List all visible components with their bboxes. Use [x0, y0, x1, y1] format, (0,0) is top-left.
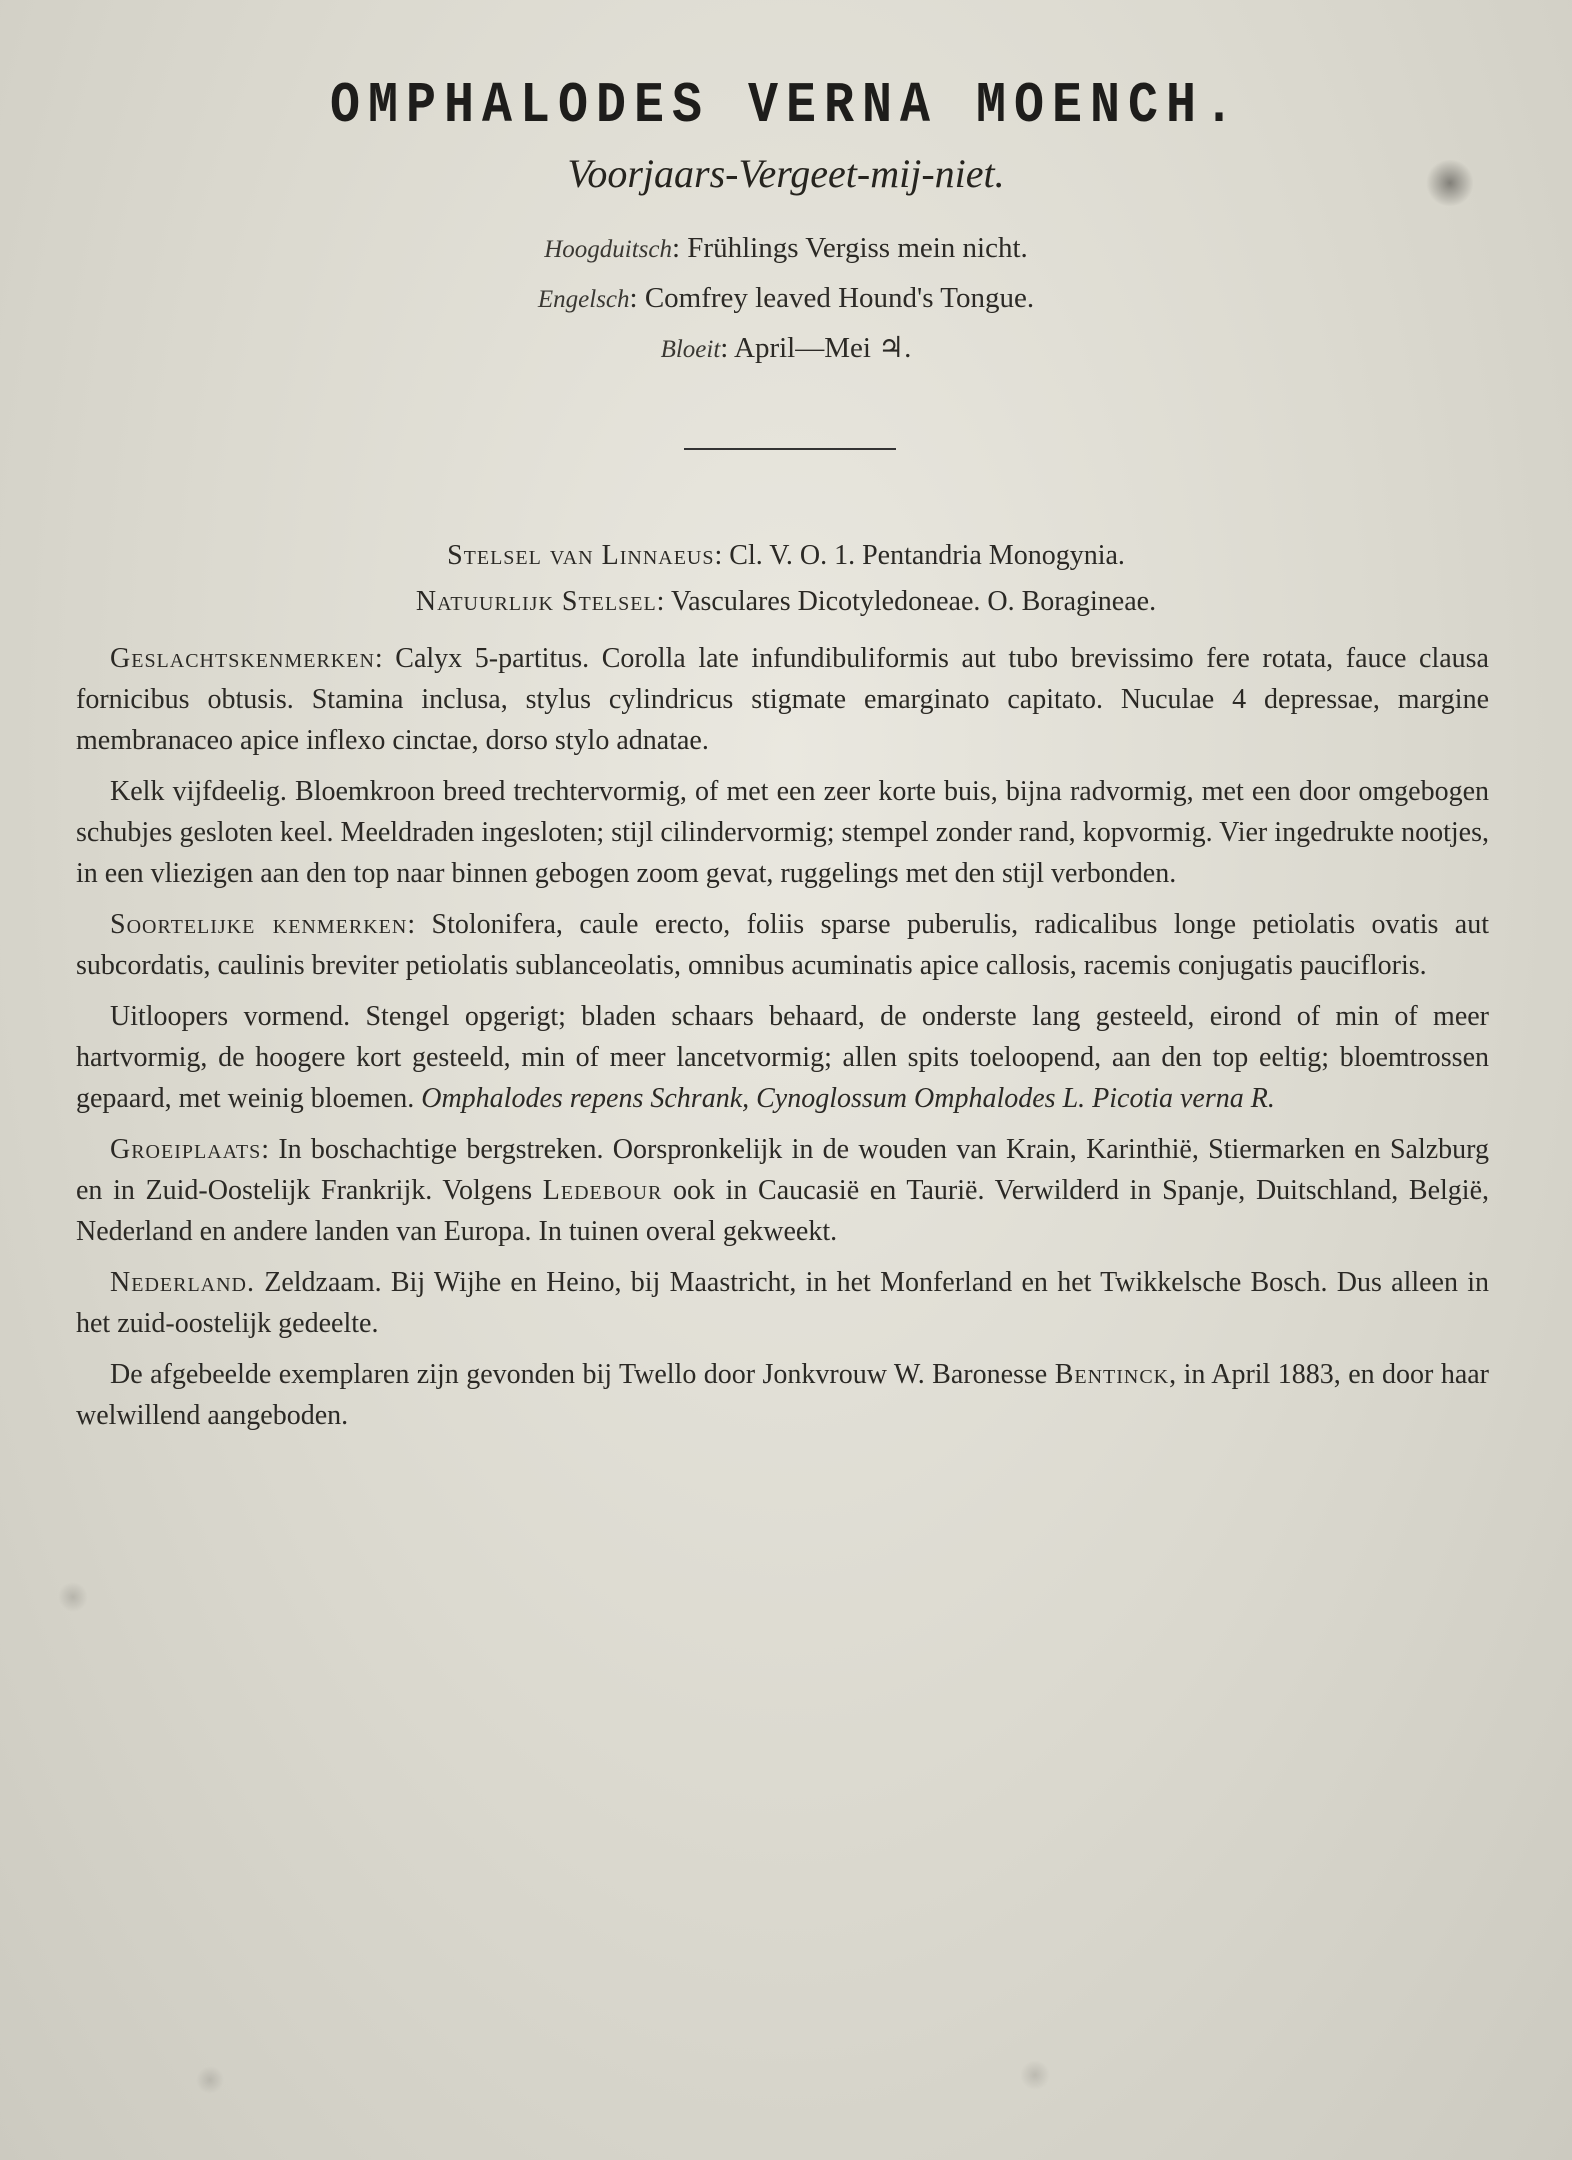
ink-smudge — [58, 1582, 88, 1612]
specimen-text: , in April 1883, en door haar welwillend aangeboden. — [76, 1359, 1489, 1431]
specimen-donor: Bentinck — [1054, 1359, 1170, 1390]
netherlands-text: Zeldzaam. Bij Wijhe en Heino, bij Maastricht, in het Monferland en het Twikkelsche Bosch. Dus alleen in het zuid-oostelijk gedeelte. — [76, 1267, 1490, 1339]
linnaeus-system-line: Stelsel van Linnaeus: Cl. V. O. 1. Pentandria Monogynia. — [447, 540, 1125, 571]
natural-label: Natuurlijk Stelsel — [415, 586, 657, 617]
name-line-english: Engelsch: Comfrey leaved Hound's Tongue. — [537, 282, 1035, 314]
habitat-author: Ledebour — [542, 1175, 663, 1206]
section-divider — [684, 448, 896, 450]
name-value: Frühlings Vergiss mein nicht. — [687, 232, 1028, 264]
specimen-text: De afgebeelde exemplaren zijn gevonden bij Twello door Jonkvrouw W. Baronesse — [110, 1359, 1048, 1390]
common-names — [0, 224, 1572, 374]
specimen-paragraph — [76, 1354, 1489, 1436]
name-line-german: Hoogduitsch: Frühlings Vergiss mein nicht. — [544, 232, 1028, 264]
genus-latin-text: Calyx 5-partitus. Corolla late infundibuliformis aut tubo brevissimo fere rotata, fauce clausa fornicibus obtusis. Stamina inclusa, stylus cylindricus stigmate emarginato capitato. Nuculae 4 depressae, margine membranaceo apice inflexo cinctae, dorso stylo adnatae. — [76, 643, 1489, 756]
description-body — [76, 638, 1489, 1446]
species-label: Soortelijke kenmerken — [110, 909, 408, 940]
species-synonyms: Omphalodes repens Schrank, Cynoglossum Omphalodes L. Picotia verna R. — [421, 1083, 1275, 1114]
ink-smudge — [196, 2066, 224, 2094]
name-label: Bloeit — [660, 336, 721, 363]
page-subtitle: Voorjaars-Vergeet-mij-niet. — [567, 151, 1005, 196]
linnaeus-label: Stelsel van Linnaeus — [447, 540, 715, 571]
name-value: April—Mei ♃. — [734, 332, 912, 364]
genus-label: Geslachtskenmerken — [110, 643, 375, 674]
page-title: OMPHALODES VERNA MOENCH. — [329, 73, 1243, 140]
natural-value: Vasculares Dicotyledoneae. O. Boragineae. — [670, 586, 1157, 617]
natural-system-line: Natuurlijk Stelsel: Vasculares Dicotyledoneae. O. Boragineae. — [415, 586, 1157, 617]
netherlands-paragraph — [76, 1262, 1489, 1344]
habitat-text: In boschachtige bergstreken. Oorspronkelijk in de wouden van Krain, Karinthië, Stiermarken en Salzburg en in Zuid-Oostelijk Frankrijk. Volgens — [76, 1134, 1489, 1206]
genus-dutch-paragraph: Kelk vijfdeelig. Bloemkroon breed trechtervormig, of met een zeer korte buis, bijna radvormig, met een door omgebogen schubjes gesloten keel. Meeldraden ingesloten; stijl cilindervormig; stempel zonder rand, kopvormig. Vier ingedrukte nootjes, in een vliezigen aan den top naar binnen gebogen zoom gevat, ruggelings met den stijl verbonden. — [76, 776, 1489, 889]
linnaeus-value: Cl. V. O. 1. Pentandria Monogynia. — [729, 540, 1125, 571]
ink-smudge — [1020, 2060, 1050, 2090]
name-line-bloom: Bloeit: April—Mei ♃. — [660, 332, 912, 364]
species-latin-text: Stolonifera, caule erecto, foliis sparse puberulis, radicalibus longe petiolatis ovatis aut subcordatis, caulinis breviter petiolatis sublanceolatis, omnibus acuminatis apice callosis, racemis conjugatis paucifloris. — [76, 909, 1490, 981]
habitat-text: ook in Caucasië en Taurië. Verwilderd in Spanje, Duitschland, België, Nederland en andere landen van Europa. In tuinen overal gekweekt. — [76, 1175, 1489, 1247]
habitat-paragraph: Groeiplaats: In boschachtige bergstreken. Oorspronkelijk in de wouden van Krain, Karinthië, Stiermarken en Salzburg en in Zuid-Oostelijk Frankrijk. Volgens Ledebour ook in Caucasië en Taurië. Verwilderd in Spanje, Duitschland, België, Nederland en andere landen van Europa. In tuinen overal gekweekt. — [76, 1134, 1489, 1247]
species-latin-paragraph: Soortelijke kenmerken: Stolonifera, caule erecto, foliis sparse puberulis, radicalibus longe petiolatis ovatis aut subcordatis, caulinis breviter petiolatis sublanceolatis, omnibus acuminatis apice callosis, racemis conjugatis paucifloris. — [76, 909, 1490, 981]
species-dutch-paragraph — [76, 996, 1489, 1119]
netherlands-label: Nederland. — [110, 1267, 255, 1298]
genus-latin-paragraph: Geslachtskenmerken: Calyx 5-partitus. Corolla late infundibuliformis aut tubo brevissimo fere rotata, fauce clausa fornicibus obtusis. Stamina inclusa, stylus cylindricus stigmate emarginato capitato. Nuculae 4 depressae, margine membranaceo apice inflexo cinctae, dorso stylo adnatae. — [76, 643, 1489, 756]
habitat-label: Groeiplaats — [110, 1134, 262, 1165]
name-label: Hoogduitsch — [544, 236, 672, 263]
species-dutch-text: Uitloopers vormend. Stengel opgerigt; bladen schaars behaard, de onderste lang gesteeld, eirond of min of meer hartvormig, de hoogere kort gesteeld, min of meer lancetvormig; allen spits toeloopend, aan den top eeltig; bloemtrossen gepaard, met weinig bloemen. — [76, 1001, 1489, 1114]
name-value: Comfrey leaved Hound's Tongue. — [644, 282, 1035, 314]
name-label: Engelsch — [537, 286, 630, 313]
